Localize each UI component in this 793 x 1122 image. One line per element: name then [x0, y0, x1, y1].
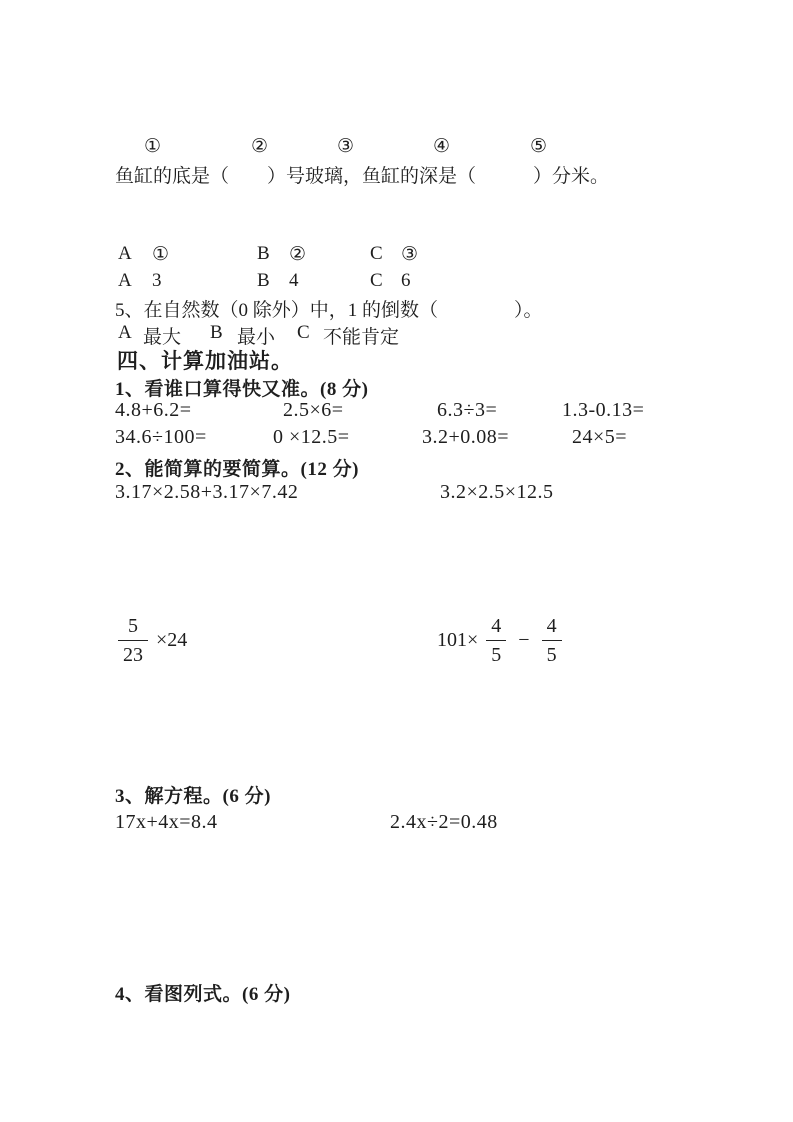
panel-label-4: ④ [433, 136, 451, 157]
option-letter: C [297, 322, 310, 343]
panel-label-2: ② [251, 136, 269, 157]
minus-operator: − [518, 629, 530, 651]
panel-label-3: ③ [337, 136, 355, 157]
section4-part2-heading: 2、能简算的要简算。(12 分) [115, 459, 359, 480]
math-problem: 34.6÷100= [115, 426, 207, 448]
option-value: 4 [289, 270, 299, 291]
oral-arithmetic-row-2 [0, 426, 793, 452]
option-value: 6 [401, 270, 411, 291]
math-problem: 1.3-0.13= [562, 399, 645, 421]
option-letter: A [118, 270, 132, 291]
fraction-denominator: 5 [486, 640, 506, 665]
math-problem: 24×5= [572, 426, 628, 448]
figure-panel-labels [0, 135, 793, 161]
oral-arithmetic-row-1 [0, 399, 793, 425]
fraction [542, 616, 562, 665]
option-row-depth [0, 270, 793, 296]
math-problem: 3.2×2.5×12.5 [440, 481, 554, 503]
equation-row [0, 811, 793, 837]
option-letter: C [370, 243, 383, 264]
option-value: 最小 [237, 327, 276, 348]
equation: 17x+4x=8.4 [115, 811, 218, 833]
question-fish-tank-text: 鱼缸的底是（ ）号玻璃，鱼缸的深是（ ）分米。 [115, 166, 610, 187]
fraction-denominator: 5 [542, 640, 562, 665]
fraction [118, 616, 148, 665]
option-letter: B [257, 270, 270, 291]
fraction-suffix: ×24 [156, 629, 188, 651]
math-problem: 4.8+6.2= [115, 399, 192, 421]
option-value: ① [152, 244, 170, 265]
option-letter: B [210, 322, 223, 343]
math-problem: 3.2+0.08= [422, 426, 510, 448]
math-problem: 3.17×2.58+3.17×7.42 [115, 481, 299, 503]
section4-part4-heading: 4、看图列式。(6 分) [115, 984, 291, 1005]
section4-part3-heading: 3、解方程。(6 分) [115, 786, 271, 807]
section4-part1-heading: 1、看谁口算得快又准。(8 分) [115, 379, 369, 400]
option-value: ③ [401, 244, 419, 265]
option-letter: C [370, 270, 383, 291]
option-value: 不能肯定 [323, 327, 400, 348]
math-problem: 2.5×6= [283, 399, 344, 421]
option-letter: A [118, 322, 132, 343]
fraction-prefix: 101× [437, 629, 479, 651]
math-problem: 6.3÷3= [437, 399, 498, 421]
option-value: 3 [152, 270, 162, 291]
question5-text: 5、在自然数（0 除外）中，1 的倒数（ ）。 [115, 300, 543, 321]
simplify-row [0, 481, 793, 507]
fraction-numerator: 5 [128, 615, 138, 637]
option-row-glass [0, 243, 793, 269]
math-problem: 0 ×12.5= [273, 426, 350, 448]
option-letter: A [118, 243, 132, 264]
option-value: 最大 [143, 327, 182, 348]
panel-label-5: ⑤ [530, 136, 548, 157]
option-letter: B [257, 243, 270, 264]
fraction [486, 616, 506, 665]
panel-label-1: ① [144, 136, 162, 157]
equation: 2.4x÷2=0.48 [390, 811, 498, 833]
fraction-numerator: 4 [491, 615, 502, 637]
option-value: ② [289, 244, 307, 265]
section4-heading: 四、计算加油站。 [117, 349, 293, 373]
fraction-expression-2 [437, 616, 562, 665]
fraction-denominator: 23 [118, 640, 148, 665]
fraction-expression-1 [118, 616, 187, 665]
fraction-numerator: 4 [546, 615, 557, 637]
